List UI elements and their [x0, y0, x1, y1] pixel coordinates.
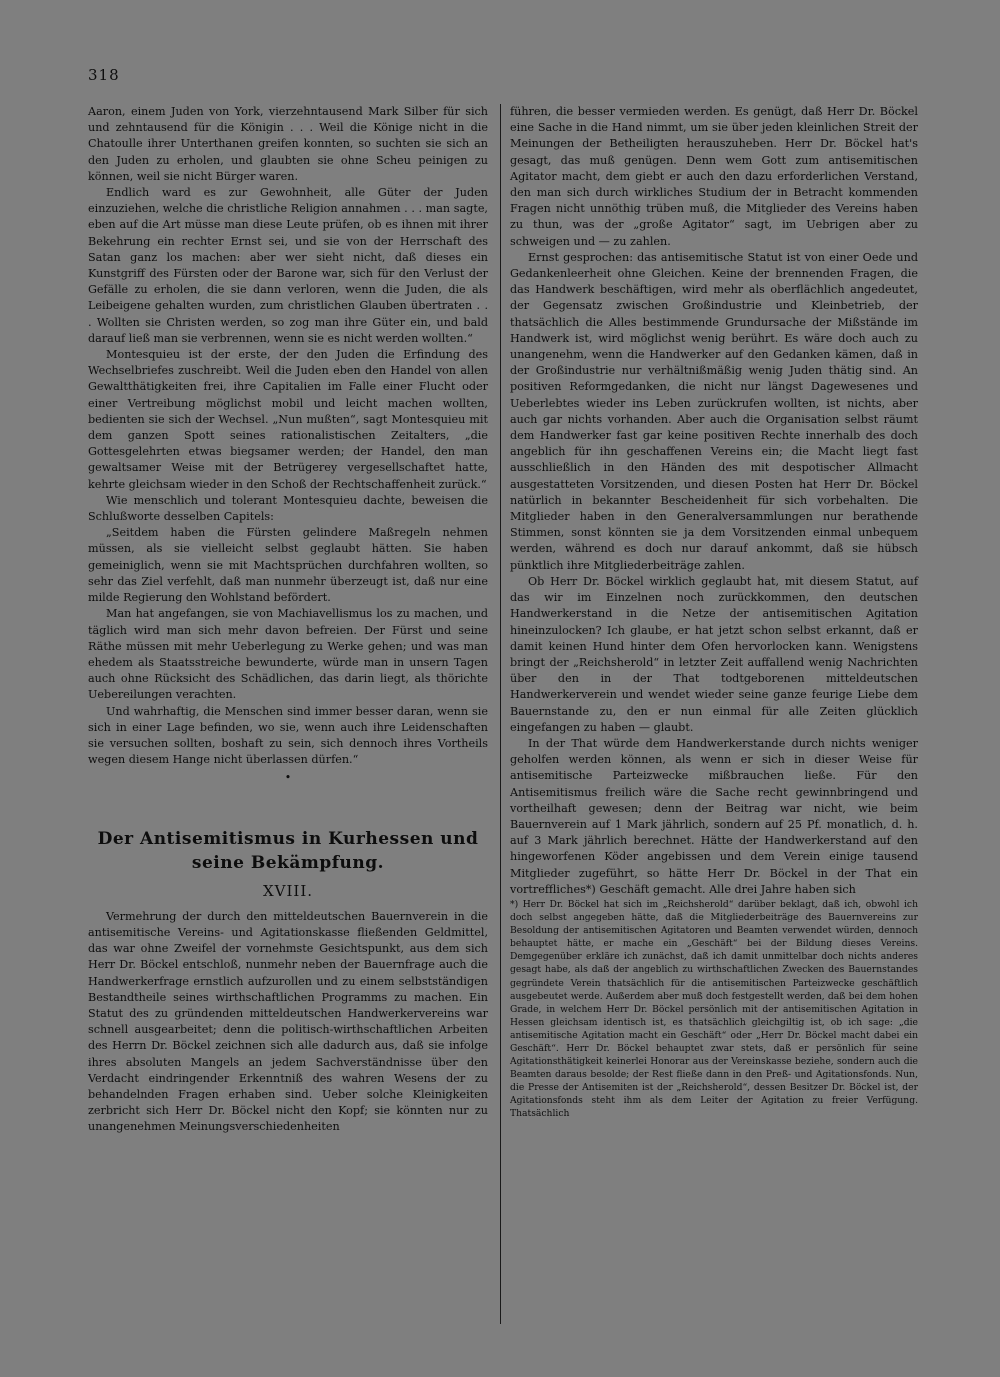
right-column	[510, 104, 918, 1121]
section-title: Der Antisemitismus in Kurhessen und seine Bekämpfung.	[97, 828, 479, 873]
page-number: 318	[88, 66, 120, 84]
quote-paragraph: Man hat angefangen, sie von Machiavellismus los zu machen, und täglich wird man sich mehr davon befreien. Der Fürst und seine Räthe müssen mit mehr Ueberlegung zu Werke gehen; und was man ehedem als Staatsstreiche bewunderte, würde man in unsern Tagen auch ohne Rücksicht des Schädlichen, das darin liegt, als thörichte Uebereilungen verachten.	[88, 607, 488, 702]
column-divider	[500, 104, 501, 1324]
paragraph: führen, die besser vermieden werden. Es genügt, daß Herr Dr. Böckel eine Sache in die Hand nimmt, um sie über jeden kleinlichen Streit der Meinungen der Betheiligten herauszuheben. Herr Dr. Böckel hat's gesagt, das muß genügen. Denn wem Gott zum antisemitischen Agitator macht, dem giebt er auch den dazu erforderlichen Verstand, den man sich durch wirkliches Studium der in Betracht kommenden Fragen nicht unnöthig trüben muß, die Mitglieder des Vereins haben zu thun, was der „große Agitator“ sagt, im Uebrigen aber zu schweigen und — zu zahlen.	[510, 105, 918, 248]
paragraph: Ob Herr Dr. Böckel wirklich geglaubt hat, mit diesem Statut, auf das wir im Einzelnen noch zurückkommen, den deutschen Handwerkerstand in die Netze der antisemitischen Agitation hineinzulocken? Ich glaube, er hat jetzt schon selbst erkannt, daß er damit keinen Hund hinter dem Ofen hervorlocken kann. Wenigstens bringt der „Reichsherold“ in letzter Zeit auffallend wenig Nachrichten über den in der That todtgeborenen mitteldeutschen Handwerkerverein und wendet wieder seine ganze feurige Liebe dem Bauernstande zu, den er nun einmal für alle Zeiten glücklich eingefangen zu haben — glaubt.	[510, 574, 918, 734]
ornament-mark: •	[284, 771, 292, 785]
paragraph: Endlich ward es zur Gewohnheit, alle Güter der Juden einzuziehen, welche die christliche Religion annahmen . . . man sagte, eben auf die Art müsse man diese Leute prüfen, ob es ihnen mit ihrer Bekehrung ein rechter Ernst sei, und sie von der Herrschaft des Satan ganz los machen: aber wer sieht nicht, daß dieses ein Kunstgriff des Fürsten oder der Barone war, sich für den Verlust der Gefälle zu erholen, die sie dann verloren, wenn die Juden, die als Leibeigene gehalten wurden, zum christlichen Glauben übertraten . . . Wollten sie Christen werden, so zog man ihre Güter ein, und bald darauf ließ man sie verbrennen, wenn sie es nicht werden wollten.“	[88, 186, 488, 345]
paragraph: In der That würde dem Handwerkerstande durch nichts weniger geholfen werden können, als wenn er sich in dieser Weise für antisemitische Parteizwecke mißbrauchen ließe. Für den Antisemitismus freilich wäre die Sache recht gewinnbringend und vortheilhaft gewesen; denn der Beitrag war nicht, wie beim Bauernverein auf 1 Mark jährlich, sondern auf 25 Pf. monatlich, d. h. auf 3 Mark jährlich berechnet. Hätte der Handwerkerstand auf den hingeworfenen Köder angebissen und dem Verein einige tausend Mitglieder zugeführt, so hätte Herr Dr. Böckel in der That ein vortreffliches*) Geschäft gemacht. Alle drei Jahre haben sich	[510, 736, 918, 896]
quote-paragraph: „Seitdem haben die Fürsten gelindere Maßregeln nehmen müssen, als sie vielleicht selbst geglaubt hätten. Sie haben gemeiniglich, wenn sie mit Machtsprüchen durchfahren wollten, so sehr das Ziel verfehlt, daß man nunmehr überzeugt ist, daß nur eine milde Regierung den Wohlstand befördert.	[88, 526, 488, 605]
left-column	[88, 104, 488, 1136]
footnote: *) Herr Dr. Böckel hat sich im „Reichsherold“ darüber beklagt, daß ich, obwohl ich doch selbst angegeben hätte, daß die Mitgliederbeiträge des Bauernvereins zur Besoldung der antisemitischen Agitatoren und Beamten verwendet würden, dennoch behauptet hätte, er mache ein „Geschäft“ bei der Bildung dieses Vereins. Demgegenüber erkläre ich zunächst, daß ich damit unmittelbar doch nichts anderes gesagt habe, als daß der angeblich zu wirthschaftlichen Zwecken des Bauernstandes gegründete Verein thatsächlich für die antisemitischen Parteizwecke geschäftlich ausgebeutet werde. Außerdem aber muß doch festgestellt werden, daß bei dem hohen Grade, in welchem Herr Dr. Böckel persönlich mit der antisemitischen Agitation in Hessen gleichsam identisch ist, es thatsächlich gleichgiltig ist, ob ich sage: „die antisemitische Agitation macht ein Geschäft“ oder „Herr Dr. Böckel macht dabei ein Geschäft“. Herr Dr. Böckel behauptet zwar stets, daß er persönlich für seine Agitationsthätigkeit keinerlei Honorar aus der Vereinskasse beziehe, sondern auch die Beamten daraus besolde; der Rest fließe dann in den Preß- und Agitationsfonds. Nun, die Presse der Antisemiten ist der „Reichsherold“, dessen Besitzer Dr. Böckel ist, der Agitationsfonds steht ihm als dem Leiter der Agitation zu freier Verfügung. Thatsächlich	[510, 898, 918, 1120]
paragraph: Aaron, einem Juden von York, vierzehntausend Mark Silber für sich und zehntausend für die Königin . . . Weil die Könige nicht in die Chatoulle ihrer Unterthanen greifen konnten, so suchten sie sich an den Juden zu erholen, und glaubten sie ohne Scheu peinigen zu können, weil sie nicht Bürger waren.	[88, 105, 488, 183]
paragraph: Vermehrung der durch den mitteldeutschen Bauernverein in die antisemitische Vereins- und Agitationskasse fließenden Geldmittel, das war ohne Zweifel der vornehmste Gesichtspunkt, aus dem sich Herr Dr. Böckel entschloß, nunmehr neben der Bauernfrage auch die Handwerkerfrage ernstlich aufzurollen und zu einem selbstständigen Bestandtheile seines wirthschaftlichen Programms zu machen. Ein Statut des zu gründenden mitteldeutschen Handwerkervereins war schnell ausgearbeitet; denn die politisch-wirthschaftlichen Arbeiten des Herrn Dr. Böckel zeichnen sich alle dadurch aus, daß sie infolge ihres absoluten Mangels an jedem Sachverständnisse über den Verdacht eindringender Erkenntniß des wahren Wesens der zu behandelnden Fragen erhaben sind. Ueber solche Kleinigkeiten zerbricht sich Herr Dr. Böckel nicht den Kopf; sie könnten nur zu unangenehmen Meinungsverschiedenheiten	[88, 909, 488, 1134]
quote-paragraph: Und wahrhaftig, die Menschen sind immer besser daran, wenn sie sich in einer Lage befinden, wo sie, wenn auch ihre Leidenschaften sie versuchen sollten, boshaft zu sein, sich dennoch ihres Vortheils wegen diesem Hange nicht überlassen dürfen.“	[88, 704, 488, 767]
paragraph: Montesquieu ist der erste, der den Juden die Erfindung des Wechselbriefes zuschreibt. Weil die Juden eben den Handel von allen Gewaltthätigkeiten frei, ihre Capitalien im Falle einer Flucht oder einer Vertreibung möglichst mobil und leicht machen wollten, bedienten sie sich der Wechsel. „Nun mußten“, sagt Montesquieu mit dem ganzen Spott seines rationalistischen Zeitalters, „die Gottesgelehrten etwas biegsamer werden; der Handel, den man gewaltsamer Weise mit der Betrügerey vergesellschaftet hatte, kehrte gleichsam wieder in den Schoß der Rechtschaffenheit zurück.“	[88, 348, 488, 491]
paragraph: Wie menschlich und tolerant Montesquieu dachte, beweisen die Schlußworte desselben Capitels:	[88, 493, 488, 524]
paragraph: Ernst gesprochen: das antisemitische Statut ist von einer Oede und Gedankenleerheit ohne Gleichen. Keine der brennenden Fragen, die das Handwerk beschäftigen, wird mehr als oberflächlich angedeutet, der Gegensatz zwischen Großindustrie und Kleinbetrieb, der thatsächlich die Alles bestimmende Grundursache der Mißstände im Handwerk ist, wird möglichst wenig berührt. Es wäre doch auch zu unangenehm, wenn die Handwerker auf den Gedanken kämen, daß in der Großindustrie nur verhältnißmäßig wenig Juden thätig sind. An positiven Reformgedanken, die nicht nur längst Dagewesenes und Ueberlebtes wieder ins Leben zurückrufen wollten, ist nichts, aber auch gar nichts vorhanden. Aber auch die Organisation selbst räumt dem Handwerker fast gar keine positiven Rechte innerhalb des doch angeblich für ihn geschaffenen Vereins ein; die Macht liegt fast ausschließlich in den Händen des mit despotischer Allmacht ausgestatteten Vorsitzenden, und diesen Posten hat Herr Dr. Böckel natürlich in bekannter Bescheidenheit für sich vorbehalten. Die Mitglieder haben in den Generalversammlungen nur berathende Stimmen, sonst könnten sie ja dem Vorsitzenden einmal unbequem werden, während es doch nur darauf ankommt, daß sie hübsch pünktlich ihre Mitgliederbeiträge zahlen.	[510, 250, 918, 572]
section-number: XVIII.	[262, 881, 314, 900]
